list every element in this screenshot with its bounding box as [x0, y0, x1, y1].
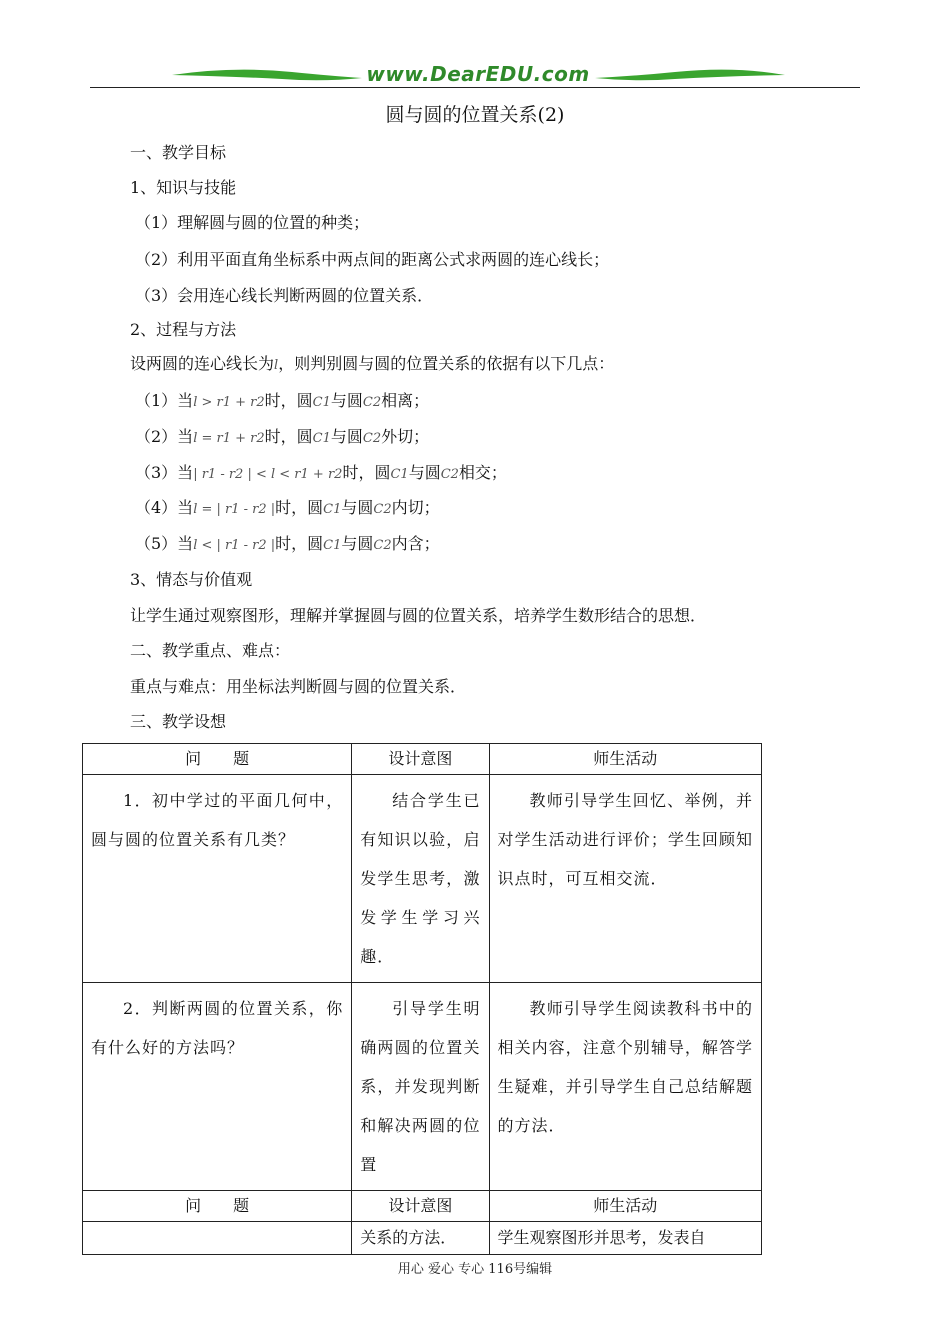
page-footer: 用心 爱心 专心 116号编辑	[397, 1262, 553, 1277]
key-points-text: 重点与难点：用坐标法判断圆与圆的位置关系．	[130, 677, 467, 696]
case-item: （1）当l > r1 + r2时，圆C1与圆C2相离；	[135, 391, 430, 410]
header-rule	[90, 87, 860, 88]
subsection-heading-process: 2、过程与方法	[130, 320, 237, 339]
case-item: （3）当| r1 - r2 | < l < r1 + r2时，圆C1与圆C2相交；	[135, 463, 507, 482]
table-cell: 教师引导学生回忆、举例，并对学生活动进行评价；学生回顾知识点时，可互相交流．	[489, 775, 761, 983]
header-cell-activity: 师生活动	[489, 744, 761, 775]
document-title: 圆与圆的位置关系(2)	[385, 104, 565, 126]
case-item: （2）当l = r1 + r2时，圆C1与圆C2外切；	[135, 427, 430, 446]
subsection-heading-knowledge: 1、知识与技能	[130, 178, 237, 197]
table-header-row	[83, 744, 762, 775]
knowledge-item-3: （3）会用连心线长判断两圆的位置关系．	[135, 286, 434, 305]
header-cell-question: 问 题	[83, 1191, 352, 1222]
values-text: 让学生通过观察图形，理解并掌握圆与圆的位置关系，培养学生数形结合的思想．	[130, 606, 707, 625]
table-row	[83, 775, 762, 983]
process-intro: 设两圆的连心线长为l，则判别圆与圆的位置关系的依据有以下几点：	[130, 354, 615, 373]
case-item: （4）当l = | r1 - r2 |时，圆C1与圆C2内切；	[135, 498, 440, 517]
header-cell-intent: 设计意图	[352, 1191, 489, 1222]
table-cell: 教师引导学生阅读教科书中的相关内容，注意个别辅导，解答学生疑难，并引导学生自己总结解题的方法．	[489, 983, 761, 1191]
section-heading-2: 二、教学重点、难点：	[130, 641, 291, 660]
table-header-row	[83, 1191, 762, 1222]
left-swoosh-icon	[172, 66, 362, 84]
table-cell: 关系的方法．	[352, 1222, 489, 1255]
right-swoosh-icon	[595, 66, 785, 84]
table-row	[83, 1222, 762, 1255]
table-cell: 结合学生已有知识以验，启发学生思考，激发学生学习兴趣．	[352, 775, 489, 983]
header-cell-activity: 师生活动	[489, 1191, 761, 1222]
table-row	[83, 983, 762, 1191]
header-cell-intent: 设计意图	[352, 744, 489, 775]
case-item: （5）当l < | r1 - r2 |时，圆C1与圆C2内含；	[135, 534, 440, 553]
section-heading-1: 一、教学目标	[130, 143, 227, 162]
table-cell	[83, 1222, 352, 1255]
section-heading-3: 三、教学设想	[130, 712, 227, 731]
teaching-design-table	[82, 743, 762, 1255]
table-cell: 引导学生明确两圆的位置关系，并发现判断和解决两圆的位置	[352, 983, 489, 1191]
table-cell: 学生观察图形并思考，发表自	[489, 1222, 761, 1255]
site-header	[90, 60, 860, 92]
knowledge-item-2: （2）利用平面直角坐标系中两点间的距离公式求两圆的连心线长；	[135, 250, 610, 269]
table-cell: 2．判断两圆的位置关系，你有什么好的方法吗？	[83, 983, 352, 1191]
knowledge-item-1: （1）理解圆与圆的位置的种类；	[135, 213, 370, 232]
subsection-heading-values: 3、情态与价值观	[130, 570, 253, 589]
site-logo: www.DearEDU.com	[366, 62, 590, 86]
header-cell-question: 问 题	[83, 744, 352, 775]
table-cell: 1．初中学过的平面几何中，圆与圆的位置关系有几类？	[83, 775, 352, 983]
